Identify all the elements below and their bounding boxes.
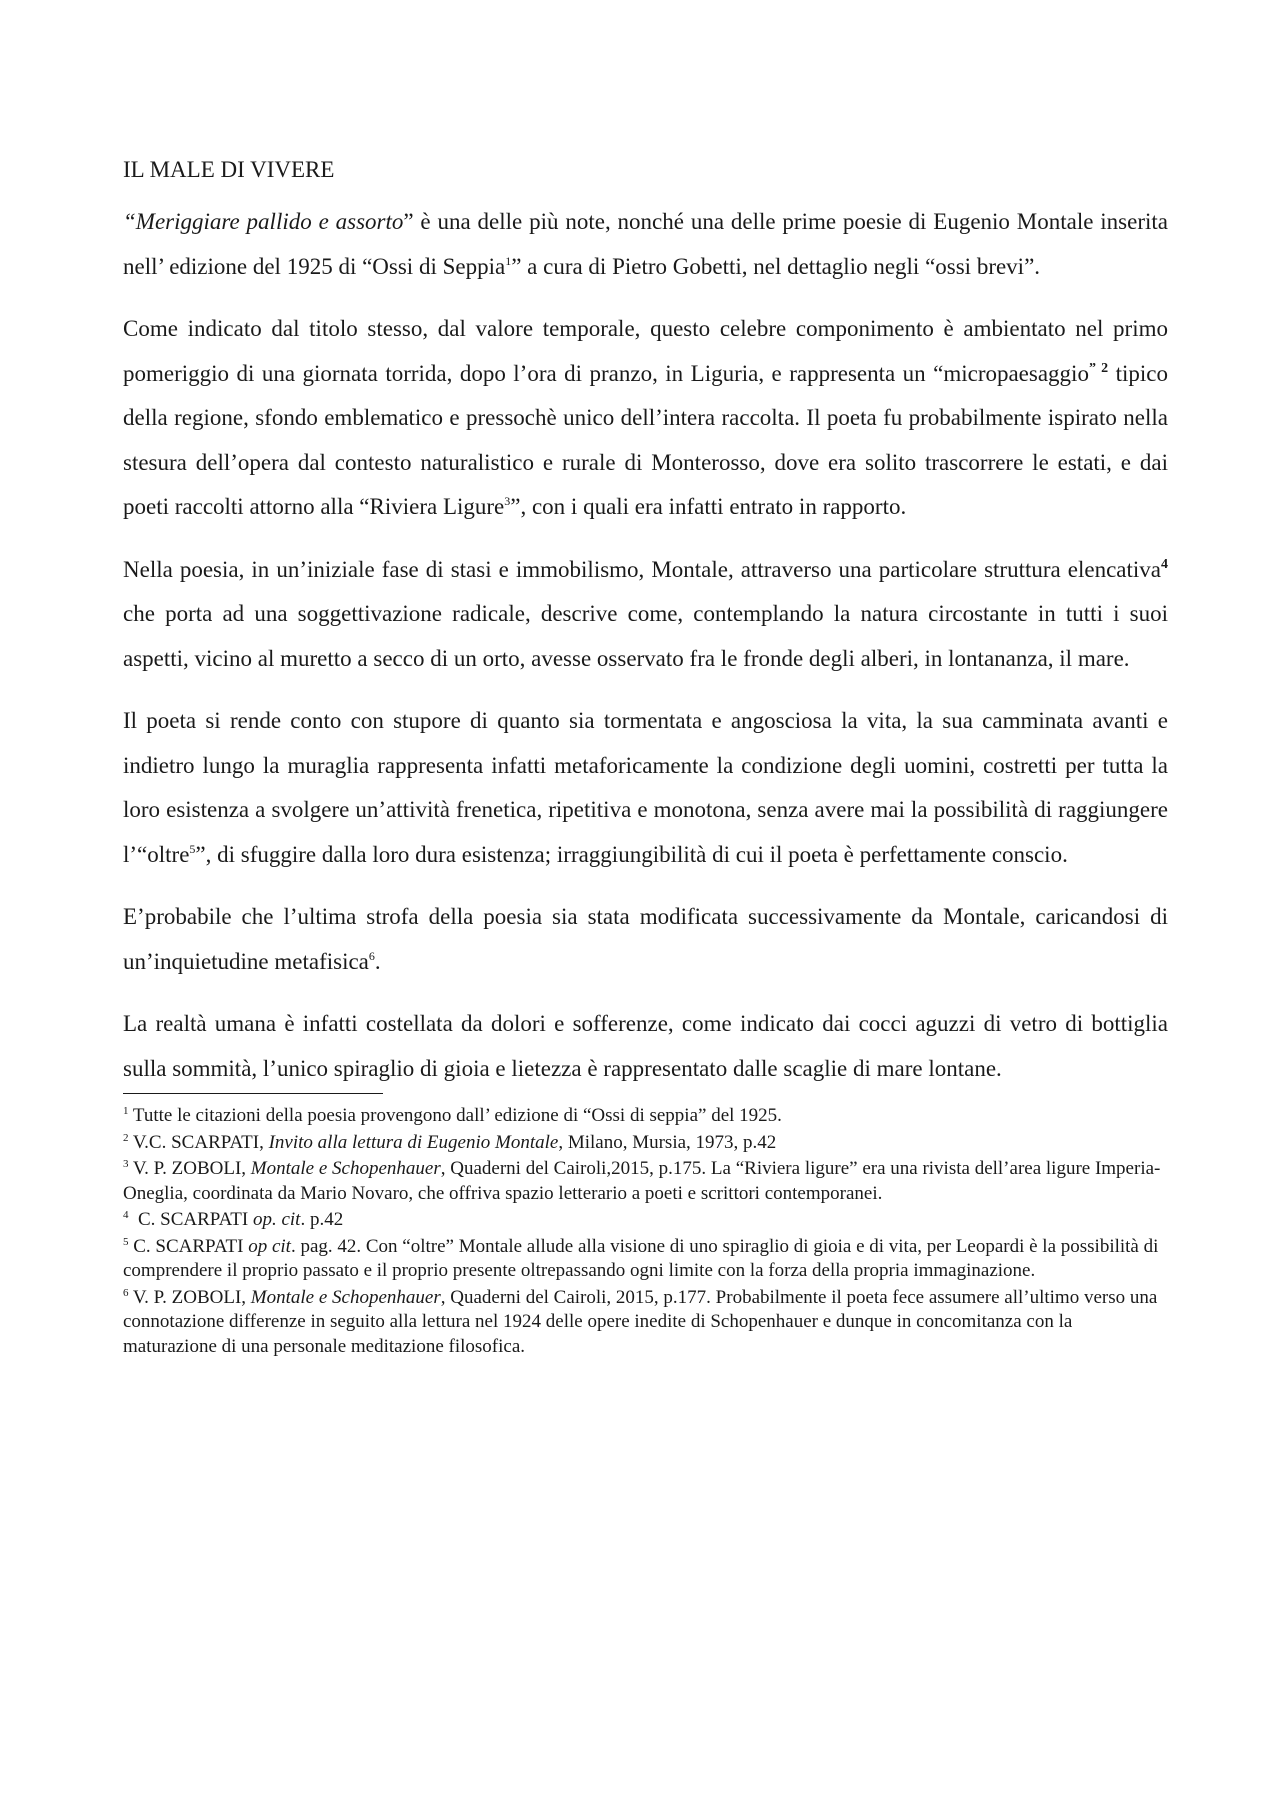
footnote-number: 5 (123, 1235, 129, 1248)
footnote-number: 4 (123, 1209, 129, 1221)
paragraph-3 (123, 548, 1168, 682)
footnote-text: C. SCARPATI (128, 1209, 253, 1230)
footnote-text: Tutte le citazioni della poesia provengono dall’ edizione di “Ossi di seppia” del 1925. (128, 1105, 782, 1126)
footnote-separator (123, 1093, 383, 1094)
paragraph-text: La realtà umana è infatti costellata da dolori e sofferenze, come indicato dai cocci aguzzi di vetro di bottiglia sulla sommità, l’unico spiraglio di gioia e lietezza è rappresentato dalle scaglie di mare lontane. (123, 1011, 1168, 1081)
footnote-ref[interactable]: 6 (368, 948, 375, 963)
paragraph-text: ” a cura di Pietro Gobetti, nel dettaglio negli “ossi brevi”. (511, 253, 1041, 279)
footnote-book-title: op. cit (252, 1209, 301, 1230)
footnote-number: 1 (123, 1105, 129, 1117)
paragraph-4 (123, 699, 1168, 877)
footnote-text: , Quaderni del Cairoli, 2015, p.177. Probabilmente il poeta fece assumere all’ultimo verso una connotazione differenze in seguito alla lettura nel 1924 delle opere inedite di Schopenhauer e dunque in concomitanza con la maturazione di una personale meditazione filosofica. (123, 1286, 1158, 1357)
footnote-text: V. P. ZOBOLI, (128, 1286, 251, 1308)
footnote-book-title: Montale e Schopenhauer (250, 1286, 441, 1308)
paragraph-6 (123, 1002, 1168, 1091)
footnote-5 (123, 1235, 1168, 1284)
paragraph-1 (123, 200, 1168, 289)
footnote-2 (123, 1131, 1168, 1156)
footnote-book-title: op cit (248, 1235, 291, 1257)
footnote-3 (123, 1157, 1168, 1206)
footnote-book-title: Montale e Schopenhauer (250, 1158, 441, 1179)
paragraph-text: ”, con i quali era infatti entrato in rapporto. (510, 494, 907, 519)
footnote-ref[interactable]: 5 (189, 841, 196, 856)
footnote-text: V.C. SCARPATI, (128, 1131, 269, 1153)
paragraph-text: che porta ad una soggettivazione radicale, descrive come, contemplando la natura circostante in tutti i suoi aspetti, vicino al muretto a secco di un orto, avesse osservato fra le fronde degli alberi, in lontananza, il mare. (123, 601, 1168, 671)
footnote-text: , Milano, Mursia, 1973, p.42 (558, 1131, 777, 1153)
paragraph-text: Nella poesia, in un’iniziale fase di stasi e immobilismo, Montale, attraverso una particolare struttura elencativa (123, 556, 1161, 582)
footnotes (123, 1104, 1168, 1359)
footnote-text: , Quaderni del Cairoli,2015, p.175. La “Riviera ligure” era una rivista dell’area ligure Imperia-Oneglia, coordinata da Mario Novaro, che offriva spazio letterario a poeti e scrittori contemporanei. (123, 1158, 1161, 1204)
footnote-1 (123, 1104, 1168, 1129)
footnote-4 (123, 1208, 1168, 1233)
footnote-text: . pag. 42. Con “oltre” Montale allude alla visione di uno spiraglio di gioia e di vita, per Leopardi è la possibilità di comprendere il proprio passato e il proprio presente oltrepassando ogni limite con la forza della propria immaginazione. (123, 1235, 1159, 1281)
footnote-number: 3 (123, 1158, 129, 1170)
document-title: IL MALE DI VIVERE (123, 157, 335, 182)
paragraph-text: . (374, 948, 381, 974)
paragraph-text: E’probabile che l’ultima strofa della poesia sia stata modificata successivamente da Montale, caricandosi di un’inquietudine metafisica (123, 904, 1168, 974)
document-page (123, 148, 1168, 1361)
footnote-text: V. P. ZOBOLI, (128, 1158, 251, 1179)
paragraph-2 (123, 307, 1168, 530)
footnote-number: 6 (123, 1286, 129, 1299)
footnote-ref[interactable]: 1 (505, 253, 512, 268)
footnote-6 (123, 1286, 1168, 1360)
paragraph-text: ” è una delle più note, nonché una delle prime poesie di Eugenio Montale inserita nell’ edizione del 1925 di “Ossi di Seppia (123, 209, 1168, 279)
paragraph-text: ”, di sfuggire dalla loro dura esistenza; irraggiungibilità di cui il poeta è perfettamente conscio. (195, 841, 1068, 867)
footnote-ref[interactable]: ” 2 (1088, 360, 1109, 376)
footnote-number: 2 (123, 1131, 129, 1144)
footnote-text: C. SCARPATI (128, 1235, 249, 1257)
paragraph-5 (123, 895, 1168, 984)
footnote-ref[interactable]: 4 (1161, 556, 1168, 572)
footnote-text: . p.42 (300, 1209, 344, 1230)
paragraph-text: Il poeta si rende conto con stupore di quanto sia tormentata e angosciosa la vita, la sua camminata avanti e indietro lungo la muraglia rappresenta infatti metaforicamente la condizione degli uomini, costretti per tutta la loro esistenza a svolgere un’attività frenetica, ripetitiva e monotona, senza avere mai la possibilità di raggiungere l’“oltre (123, 708, 1168, 867)
paragraph-text: Come indicato dal titolo stesso, dal valore temporale, questo celebre componimento è ambientato nel primo pomeriggio di una giornata torrida, dopo l’ora di pranzo, in Liguria, e rappresenta un “micropaesaggio (123, 316, 1168, 386)
poem-title: “Meriggiare pallido e assorto (123, 209, 404, 234)
footnote-book-title: Invito alla lettura di Eugenio Montale (268, 1131, 559, 1153)
paragraph-text: tipico della regione, sfondo emblematico e pressochè unico dell’intera raccolta. Il poeta fu probabilmente ispirato nella stesura dell’opera dal contesto naturalistico e rurale di Monterosso, dove era solito trascorrere le estati, e dai poeti raccolti attorno alla “Riviera Ligure (123, 360, 1169, 519)
footnote-ref[interactable]: 3 (504, 494, 511, 508)
